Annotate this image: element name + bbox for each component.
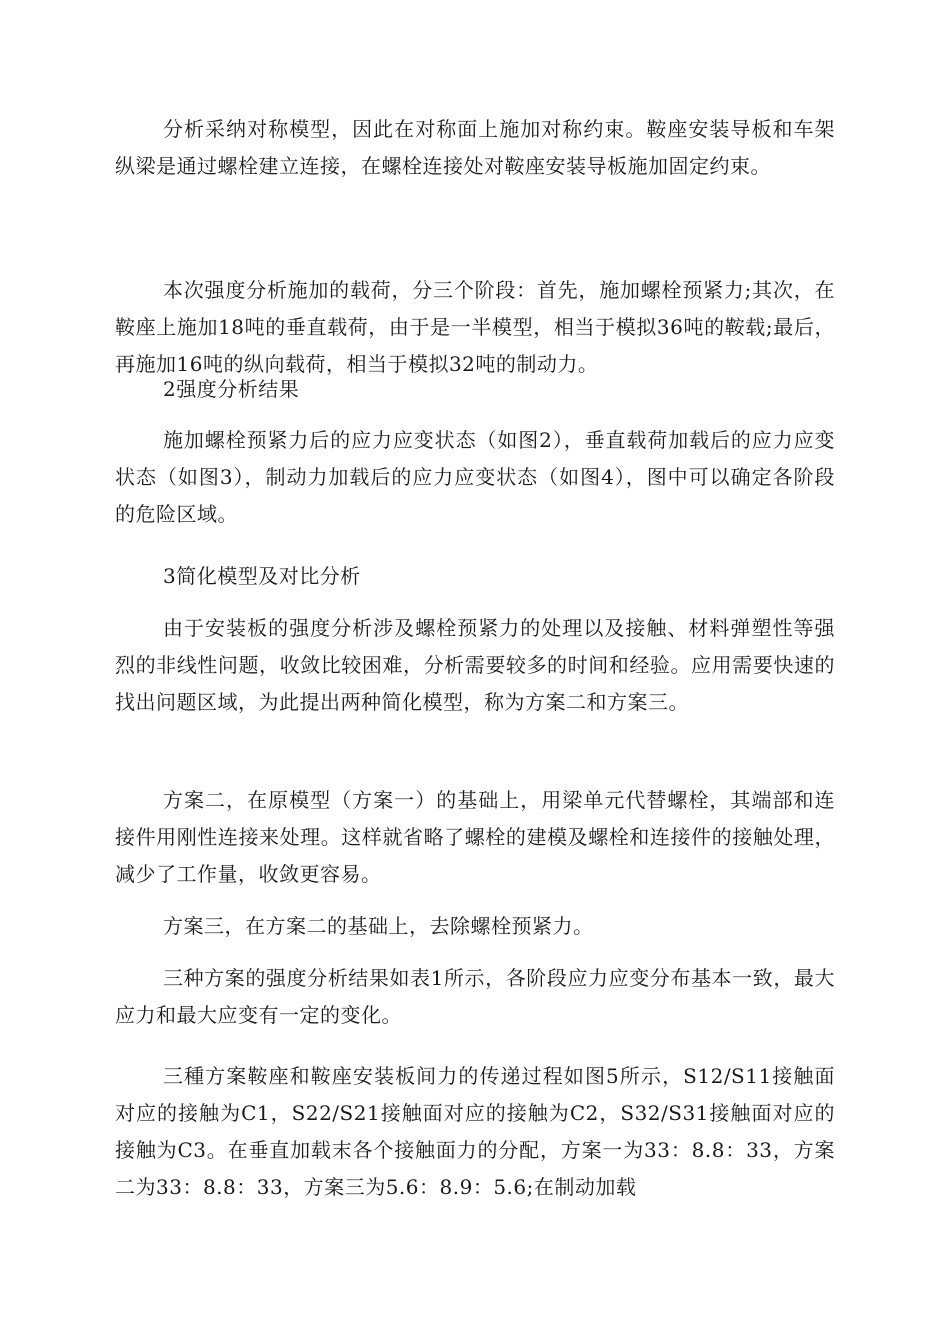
paragraph-constraints: 分析采纳对称模型，因此在对称面上施加对称约束。鞍座安装导板和车架纵梁是通过螺栓建立连接，在螺栓连接处对鞍座安装导板施加固定约束。 [115,117,835,178]
paragraph-results-comparison: 三种方案的强度分析结果如表1所示，各阶段应力应变分布基本一致，最大应力和最大应变有一定的变化。 [115,966,835,1027]
paragraph-loads: 本次强度分析施加的载荷，分三个阶段：首先，施加螺栓预紧力;其次，在鞍座上施加18吨的垂直载荷，由于是一半模型，相当于模拟36吨的鞍载;最后，再施加16吨的纵向载荷，相当于模拟32吨的制动力。 [115,278,835,376]
paragraph-scheme-three: 方案三，在方案二的基础上，去除螺栓预紧力。 [163,914,594,938]
paragraph-stress-states: 施加螺栓预紧力后的应力应变状态（如图2），垂直载荷加载后的应力应变状态（如图3），制动力加载后的应力应变状态（如图4），图中可以确定各阶段的危险区域。 [115,428,835,526]
paragraph-force-transfer: 三種方案鞍座和鞍座安装板间力的传递过程如图5所示，S12/S11接触面对应的接触为C1，S22/S21接触面对应的接触为C2，S32/S31接触面对应的接触为C3。在垂直加载末各个接触面力的分配，方案一为33：8.8：33，方案二为33：8.8：33，方案三为5.6：8.9：5.6;在制动加载 [115,1064,835,1199]
section-heading-strength-results: 2强度分析结果 [163,377,300,401]
paragraph-simplification-rationale: 由于安装板的强度分析涉及螺栓预紧力的处理以及接触、材料弹塑性等强烈的非线性问题，收敛比较困难，分析需要较多的时间和经验。应用需要快速的找出问题区域，为此提出两种简化模型，称为方案二和方案三。 [115,616,835,714]
paragraph-scheme-two: 方案二，在原模型（方案一）的基础上，用梁单元代替螺栓，其端部和连接件用刚性连接来处理。这样就省略了螺栓的建模及螺栓和连接件的接触处理，减少了工作量，收敛更容易。 [115,788,835,886]
section-heading-simplified-models: 3简化模型及对比分析 [163,564,361,588]
